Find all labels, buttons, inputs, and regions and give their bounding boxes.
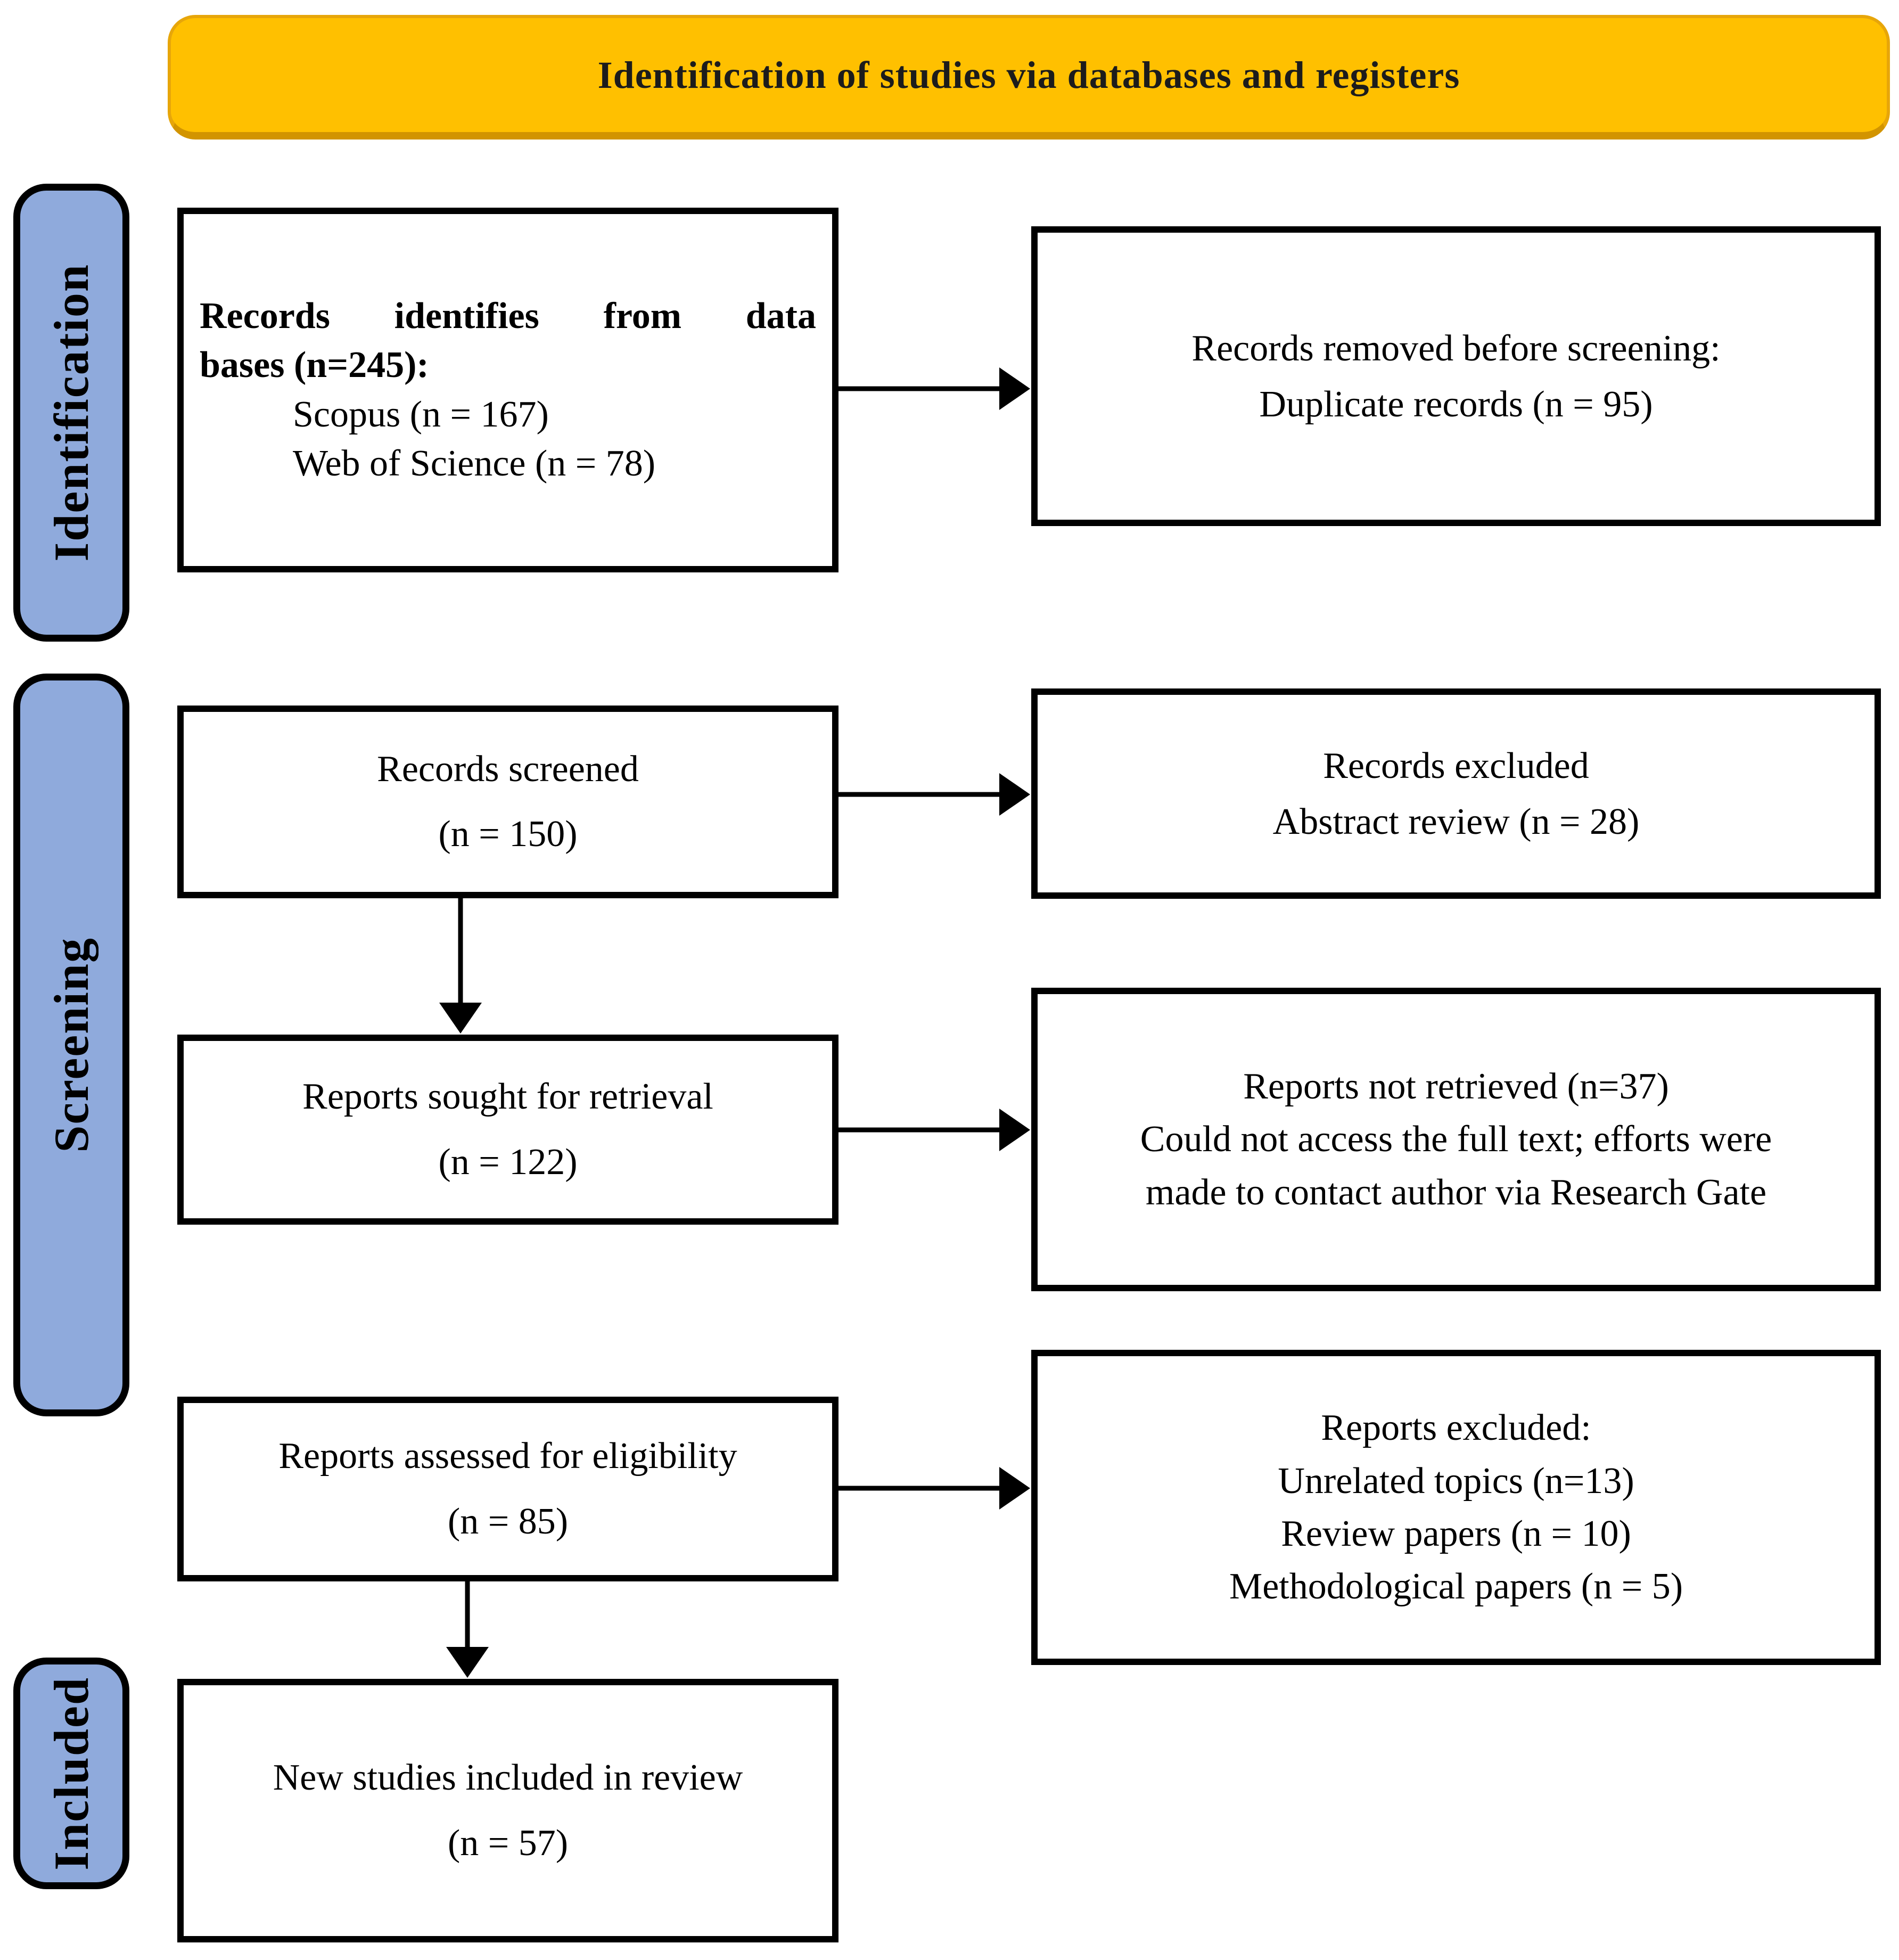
box-line: (n = 85): [447, 1500, 569, 1542]
header-banner: [168, 15, 1890, 140]
arrow-identified-to-removed: [838, 367, 1030, 410]
box-line: Records screened: [377, 748, 639, 790]
box-records-excluded: [1031, 688, 1881, 899]
box-line: Web of Science (n = 78): [293, 442, 656, 484]
box-line: Review papers (n = 10): [1281, 1513, 1631, 1554]
box-line: (n = 150): [438, 814, 578, 855]
arrowhead-icon: [999, 773, 1030, 816]
box-records-removed: [1031, 226, 1881, 526]
arrowhead-icon: [999, 367, 1030, 410]
box-line: Reports sought for retrieval: [302, 1076, 713, 1117]
stage-label-text: Identification: [44, 264, 98, 562]
box-new-studies-included: [177, 1679, 838, 1942]
stage-label-text: Included: [44, 1676, 98, 1871]
box-line: New studies included in review: [273, 1757, 743, 1798]
box-line: Scopus (n = 167): [293, 393, 549, 435]
box-line: Abstract review (n = 28): [1272, 801, 1640, 842]
box-line: Records excluded: [1323, 745, 1589, 786]
arrow-sought-to-not-retrieved: [838, 1109, 1030, 1151]
box-records-screened: [177, 706, 838, 898]
stage-label-screening: [13, 674, 129, 1416]
box-line: Records identifies from data: [200, 295, 816, 337]
arrow-assessed-to-included: [446, 1581, 489, 1678]
box-line: Reports assessed for eligibility: [278, 1436, 737, 1477]
box-line: Records removed before screening:: [1191, 327, 1721, 369]
box-line: (n = 122): [438, 1141, 578, 1183]
box-line: Methodological papers (n = 5): [1229, 1566, 1683, 1608]
arrow-screened-to-excluded: [838, 773, 1030, 816]
arrowhead-icon: [999, 1109, 1030, 1151]
stage-label-included: [13, 1658, 129, 1889]
box-line: made to contact author via Research Gate: [1145, 1171, 1767, 1213]
box-line: Could not access the full text; efforts were: [1140, 1119, 1772, 1160]
arrowhead-icon: [439, 1003, 482, 1034]
box-line: Duplicate records (n = 95): [1259, 383, 1653, 425]
box-reports-assessed: [177, 1397, 838, 1581]
box-line: Reports not retrieved (n=37): [1243, 1065, 1669, 1107]
box-line: Unrelated topics (n=13): [1278, 1460, 1634, 1502]
arrowhead-icon: [999, 1467, 1030, 1510]
box-records-identified: [177, 208, 838, 572]
box-line: (n = 57): [447, 1822, 569, 1864]
stage-label-text: Screening: [44, 937, 98, 1153]
arrowhead-icon: [446, 1647, 489, 1678]
arrow-assessed-to-excluded: [838, 1467, 1030, 1510]
box-reports-excluded: [1031, 1350, 1881, 1665]
stage-label-identification: [13, 184, 129, 642]
arrow-screened-to-sought: [439, 898, 482, 1034]
box-line: Reports excluded:: [1321, 1407, 1591, 1449]
box-line: bases (n=245):: [200, 345, 429, 386]
box-reports-sought: [177, 1035, 838, 1225]
header-title: Identification of studies via databases and registers: [597, 53, 1460, 96]
box-reports-not-retrieved: [1031, 988, 1881, 1291]
